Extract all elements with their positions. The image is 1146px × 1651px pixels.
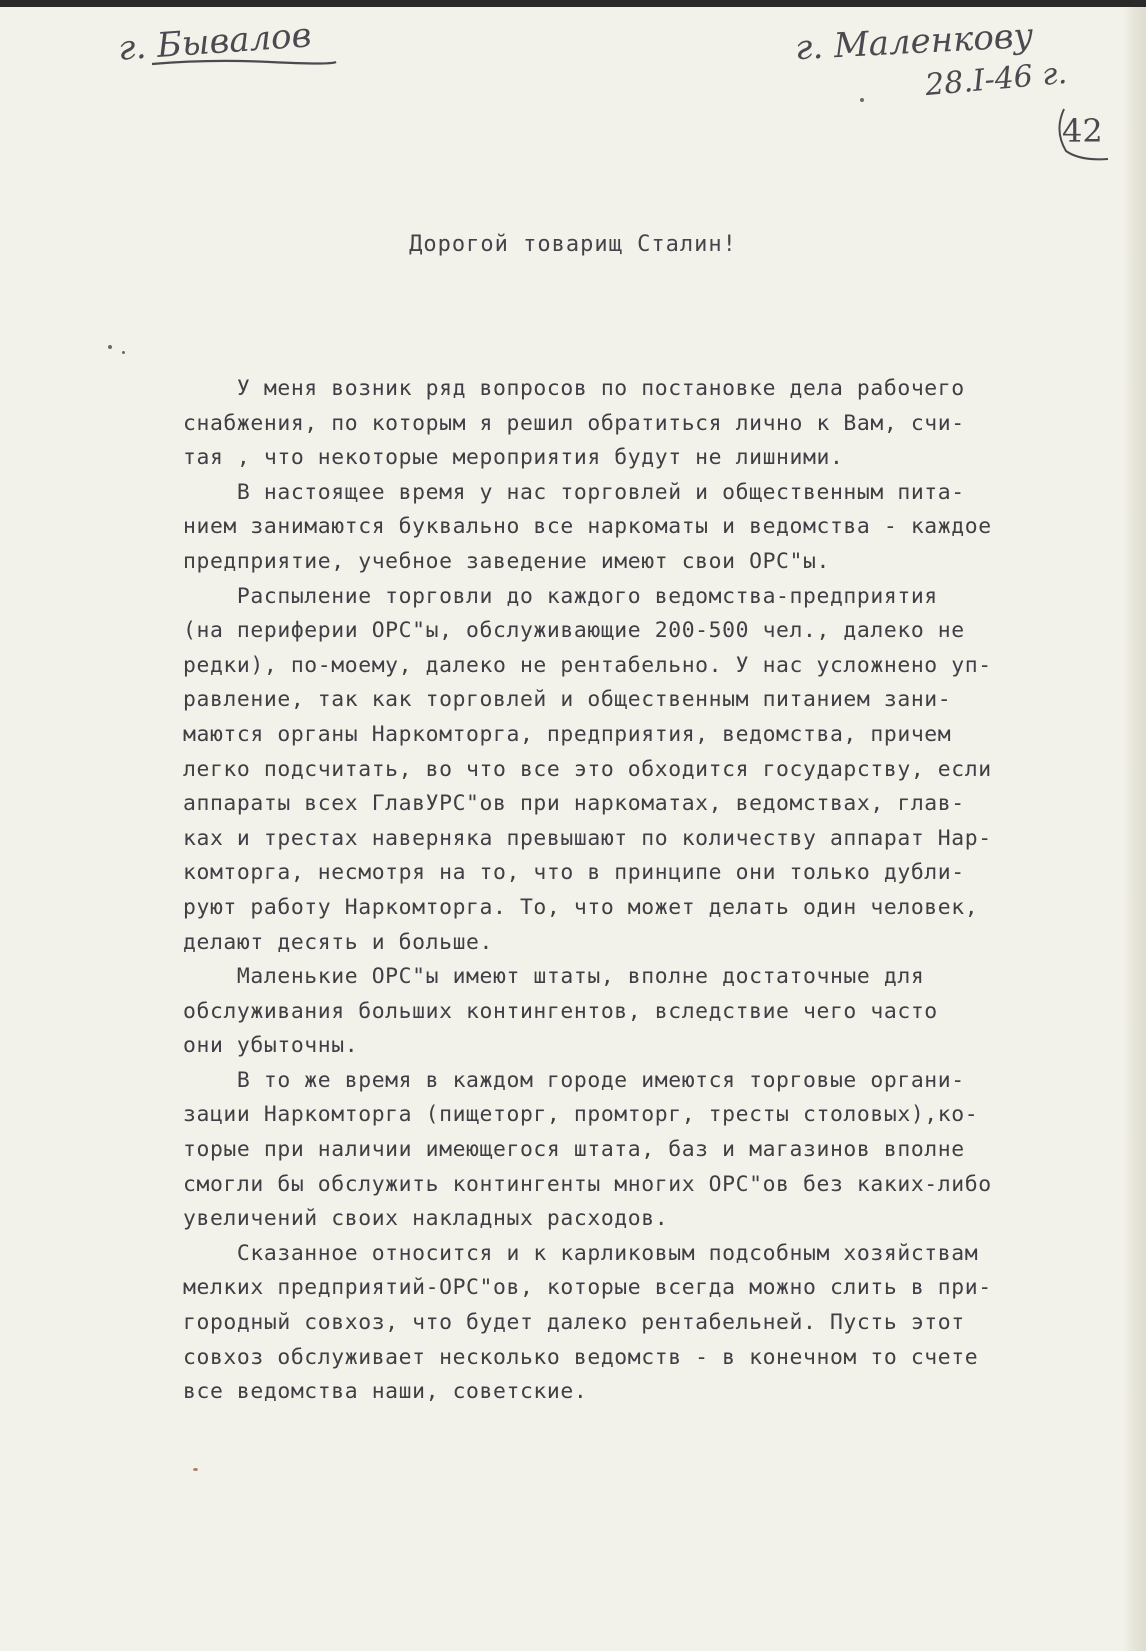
letter-line: они убыточны. (183, 1033, 359, 1059)
letter-line: снабжения, по которым я решил обратиться лично к Вам, счи- (183, 410, 965, 436)
letter-line: редки), по-моему, далеко не рентабельно. У нас усложнено уп- (183, 652, 992, 678)
annotation-top-left: г. Бывалов (116, 15, 313, 69)
page-number: 42 (1062, 112, 1103, 150)
letter-line: В настоящее время у нас торговлей и общественным пита- (183, 479, 965, 505)
letter-line: тая , что некоторые мероприятия будут не лишними. (183, 445, 844, 471)
letter-line: Маленькие ОРС"ы имеют штаты, вполне достаточные для (183, 964, 925, 990)
annotation-top-right-name: г. Маленкову (794, 15, 1035, 69)
page-number-bracket (1050, 105, 1112, 163)
speck (860, 98, 864, 102)
letter-line: Сказанное относится и к карликовым подсобным хозяйствам (183, 1240, 979, 1266)
letter-line: легко подсчитать, во что все это обходится государству, если (183, 756, 992, 782)
letter-line: все ведомства наши, советские. (183, 1379, 588, 1405)
letter-line: смогли бы обслужить контингенты многих ОРС"ов без каких-либо (183, 1171, 992, 1197)
letter-line: увеличений своих накладных расходов. (183, 1206, 669, 1232)
letter-line: руют работу Наркомторга. То, что может делать один человек, (183, 894, 979, 920)
letter-line: зации Наркомторга (пищеторг, промторг, тресты столовых),ко- (183, 1102, 979, 1128)
scan-border (0, 0, 1146, 7)
letter-line: маются органы Наркомторга, предприятия, ведомства, причем (183, 721, 952, 747)
letter-line: Распыление торговли до каждого ведомства-предприятия (183, 583, 938, 609)
letter-line: У меня возник ряд вопросов по постановке дела рабочего (183, 376, 965, 401)
letter-line: обслуживания больших контингентов, вследствие чего часто (183, 998, 938, 1024)
letter-line: делают десять и больше. (183, 929, 493, 955)
letter-line: ках и трестах наверняка превышают по количеству аппарат Нар- (183, 825, 992, 851)
letter-salutation: Дорогой товарищ Сталин! (409, 232, 737, 257)
letter-line: торые при наличии имеющегося штата, баз и магазинов вполне (183, 1137, 965, 1163)
speck (193, 1468, 198, 1471)
letter-line: (на периферии ОРС"ы, обслуживающие 200-500 чел., далеко не (183, 618, 965, 644)
letter-line: нием занимаются буквально все наркоматы и ведомства - каждое (183, 514, 992, 540)
letter-line: предприятие, учебное заведение имеют свои ОРС"ы. (183, 548, 830, 574)
letter-line: совхоз обслуживает несколько ведомств - в конечном то счете (183, 1344, 979, 1370)
letter-line: аппараты всех ГлавУРС"ов при наркоматах, ведомствах, глав- (183, 791, 965, 817)
speck (122, 351, 125, 354)
letter-line: городный совхоз, что будет далеко рентабельней. Пусть этот (183, 1310, 965, 1336)
letter-line: мелких предприятий-ОРС"ов, которые всегда можно слить в при- (183, 1275, 992, 1301)
letter-line: равление, так как торговлей и общественным питанием зани- (183, 687, 952, 713)
letter-body (183, 372, 1113, 1410)
speck (108, 345, 112, 349)
letter-line: комторга, несмотря на то, что в принципе они только дубли- (183, 860, 965, 886)
annotation-top-right-date: 28.I-46 г. (923, 55, 1069, 104)
letter-line: В то же время в каждом городе имеются торговые органи- (183, 1067, 965, 1093)
annotation-underline (150, 56, 340, 70)
